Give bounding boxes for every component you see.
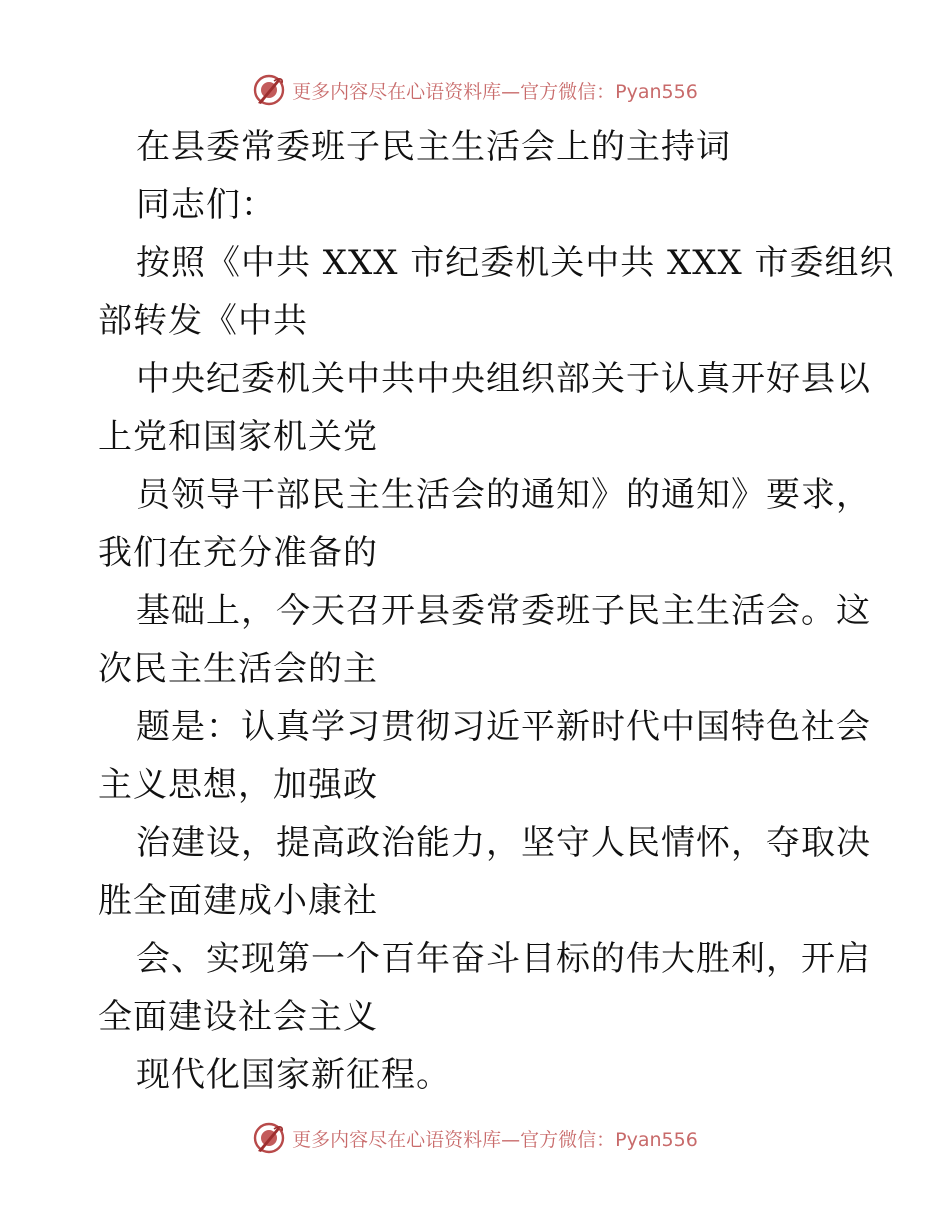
text-line: 胜全面建成小康社 bbox=[98, 881, 378, 921]
footer-watermark bbox=[0, 1118, 950, 1158]
text-line: 现代化国家新征程。 bbox=[136, 1055, 451, 1095]
text-line: 上党和国家机关党 bbox=[98, 417, 378, 457]
text-line: 员领导干部民主生活会的通知》的通知》要求， bbox=[136, 475, 871, 515]
watermark-text: 更多内容尽在心语资料库—官方微信：Pyan556 bbox=[292, 1128, 698, 1151]
text-line: 在县委常委班子民主生活会上的主持词 bbox=[136, 127, 731, 167]
text-line: 按照《中共 XXX 市纪委机关中共 XXX 市委组织 bbox=[136, 243, 895, 283]
quill-seal-icon bbox=[252, 73, 286, 107]
text-line: 中央纪委机关中共中央组织部关于认真开好县以 bbox=[136, 359, 871, 399]
text-line: 次民主生活会的主 bbox=[98, 649, 378, 689]
text-line: 同志们： bbox=[136, 185, 276, 225]
text-line: 我们在充分准备的 bbox=[98, 533, 378, 573]
text-line: 会、实现第一个百年奋斗目标的伟大胜利，开启 bbox=[136, 939, 871, 979]
text-line: 部转发《中共 bbox=[98, 301, 308, 341]
text-line: 治建设，提高政治能力，坚守人民情怀，夺取决 bbox=[136, 823, 871, 863]
header-watermark bbox=[0, 70, 950, 110]
text-line: 题是：认真学习贯彻习近平新时代中国特色社会 bbox=[136, 707, 871, 747]
text-line: 全面建设社会主义 bbox=[98, 997, 378, 1037]
text-line: 主义思想，加强政 bbox=[98, 765, 378, 805]
quill-seal-icon bbox=[252, 1121, 286, 1155]
document-body bbox=[98, 118, 895, 1104]
text-line: 基础上，今天召开县委常委班子民主生活会。这 bbox=[136, 591, 871, 631]
watermark-text: 更多内容尽在心语资料库—官方微信：Pyan556 bbox=[292, 80, 698, 103]
